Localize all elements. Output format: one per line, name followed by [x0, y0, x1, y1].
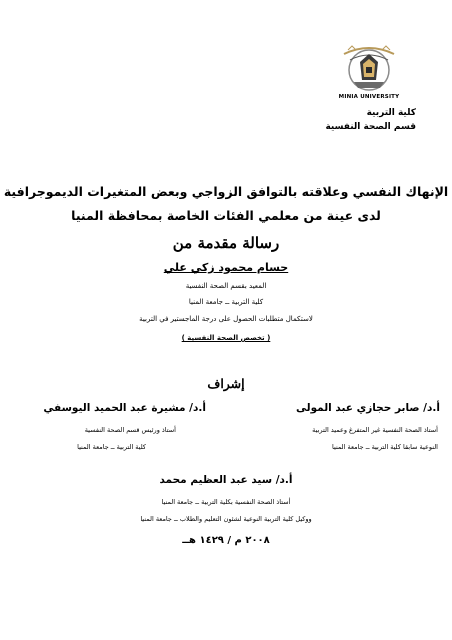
supervisor-2-affiliation: كلية التربية ــ جامعة المنيا — [77, 443, 146, 451]
author-name: حسام محمود زكي علي — [163, 261, 289, 274]
supervisor-1-affiliation: النوعية سابقا كلية التربية ــ جامعة المنيا — [332, 443, 438, 451]
supervisor-1-title: أستاذ الصحة النفسية غير المتفرغ وعميد التربية — [312, 426, 438, 434]
supervision-label: إشراف — [207, 376, 245, 391]
specialization — [0, 334, 452, 342]
supervisor-3-affiliation: ووكيل كلية التربية النوعية لشئون التعليم والطلاب ــ جامعة المنيا — [140, 515, 312, 523]
faculty-name: كلية التربية — [366, 108, 416, 118]
supervisor-3-title: أستاذ الصحة النفسية بكلية التربية ــ جامعة المنيا — [161, 498, 291, 506]
department-name: قسم الصحة النفسية — [325, 122, 416, 132]
supervisor-2-title: أستاذ ورئيس قسم الصحة النفسية — [84, 426, 176, 434]
submitted-by-label: رسالة مقدمة من — [172, 234, 280, 252]
thesis-title-line2: لدى عينة من معلمي الفئات الخاصة بمحافظة المنيا — [71, 208, 381, 223]
specialization-text: ( تخصص الصحة النفسية ) — [181, 334, 271, 342]
supervisor-1-name: أ.د/ صابر حجازي عبد المولى — [296, 402, 440, 414]
logo-label: MINIA UNIVERSITY — [338, 94, 400, 100]
supervisor-2-name: أ.د/ مشيرة عبد الحميد اليوسفي — [43, 402, 206, 414]
supervisor-3-name: أ.د/ سيد عبد العظيم محمد — [159, 474, 293, 486]
degree-purpose: لاستكمال متطلبات الحصول على درجة الماجستير في التربية — [139, 315, 313, 323]
thesis-title-line1: الإنهاك النفسي وعلاقته بالتوافق الزواجي وبعض المتغيرات الديموجرافية — [3, 184, 449, 199]
submission-date: ٢٠٠٨ م / ١٤٢٩ هــ — [182, 535, 270, 546]
author-role: المعيد بقسم الصحة النفسية — [185, 282, 267, 290]
author-affiliation: كلية التربية ــ جامعة المنيا — [188, 298, 264, 306]
